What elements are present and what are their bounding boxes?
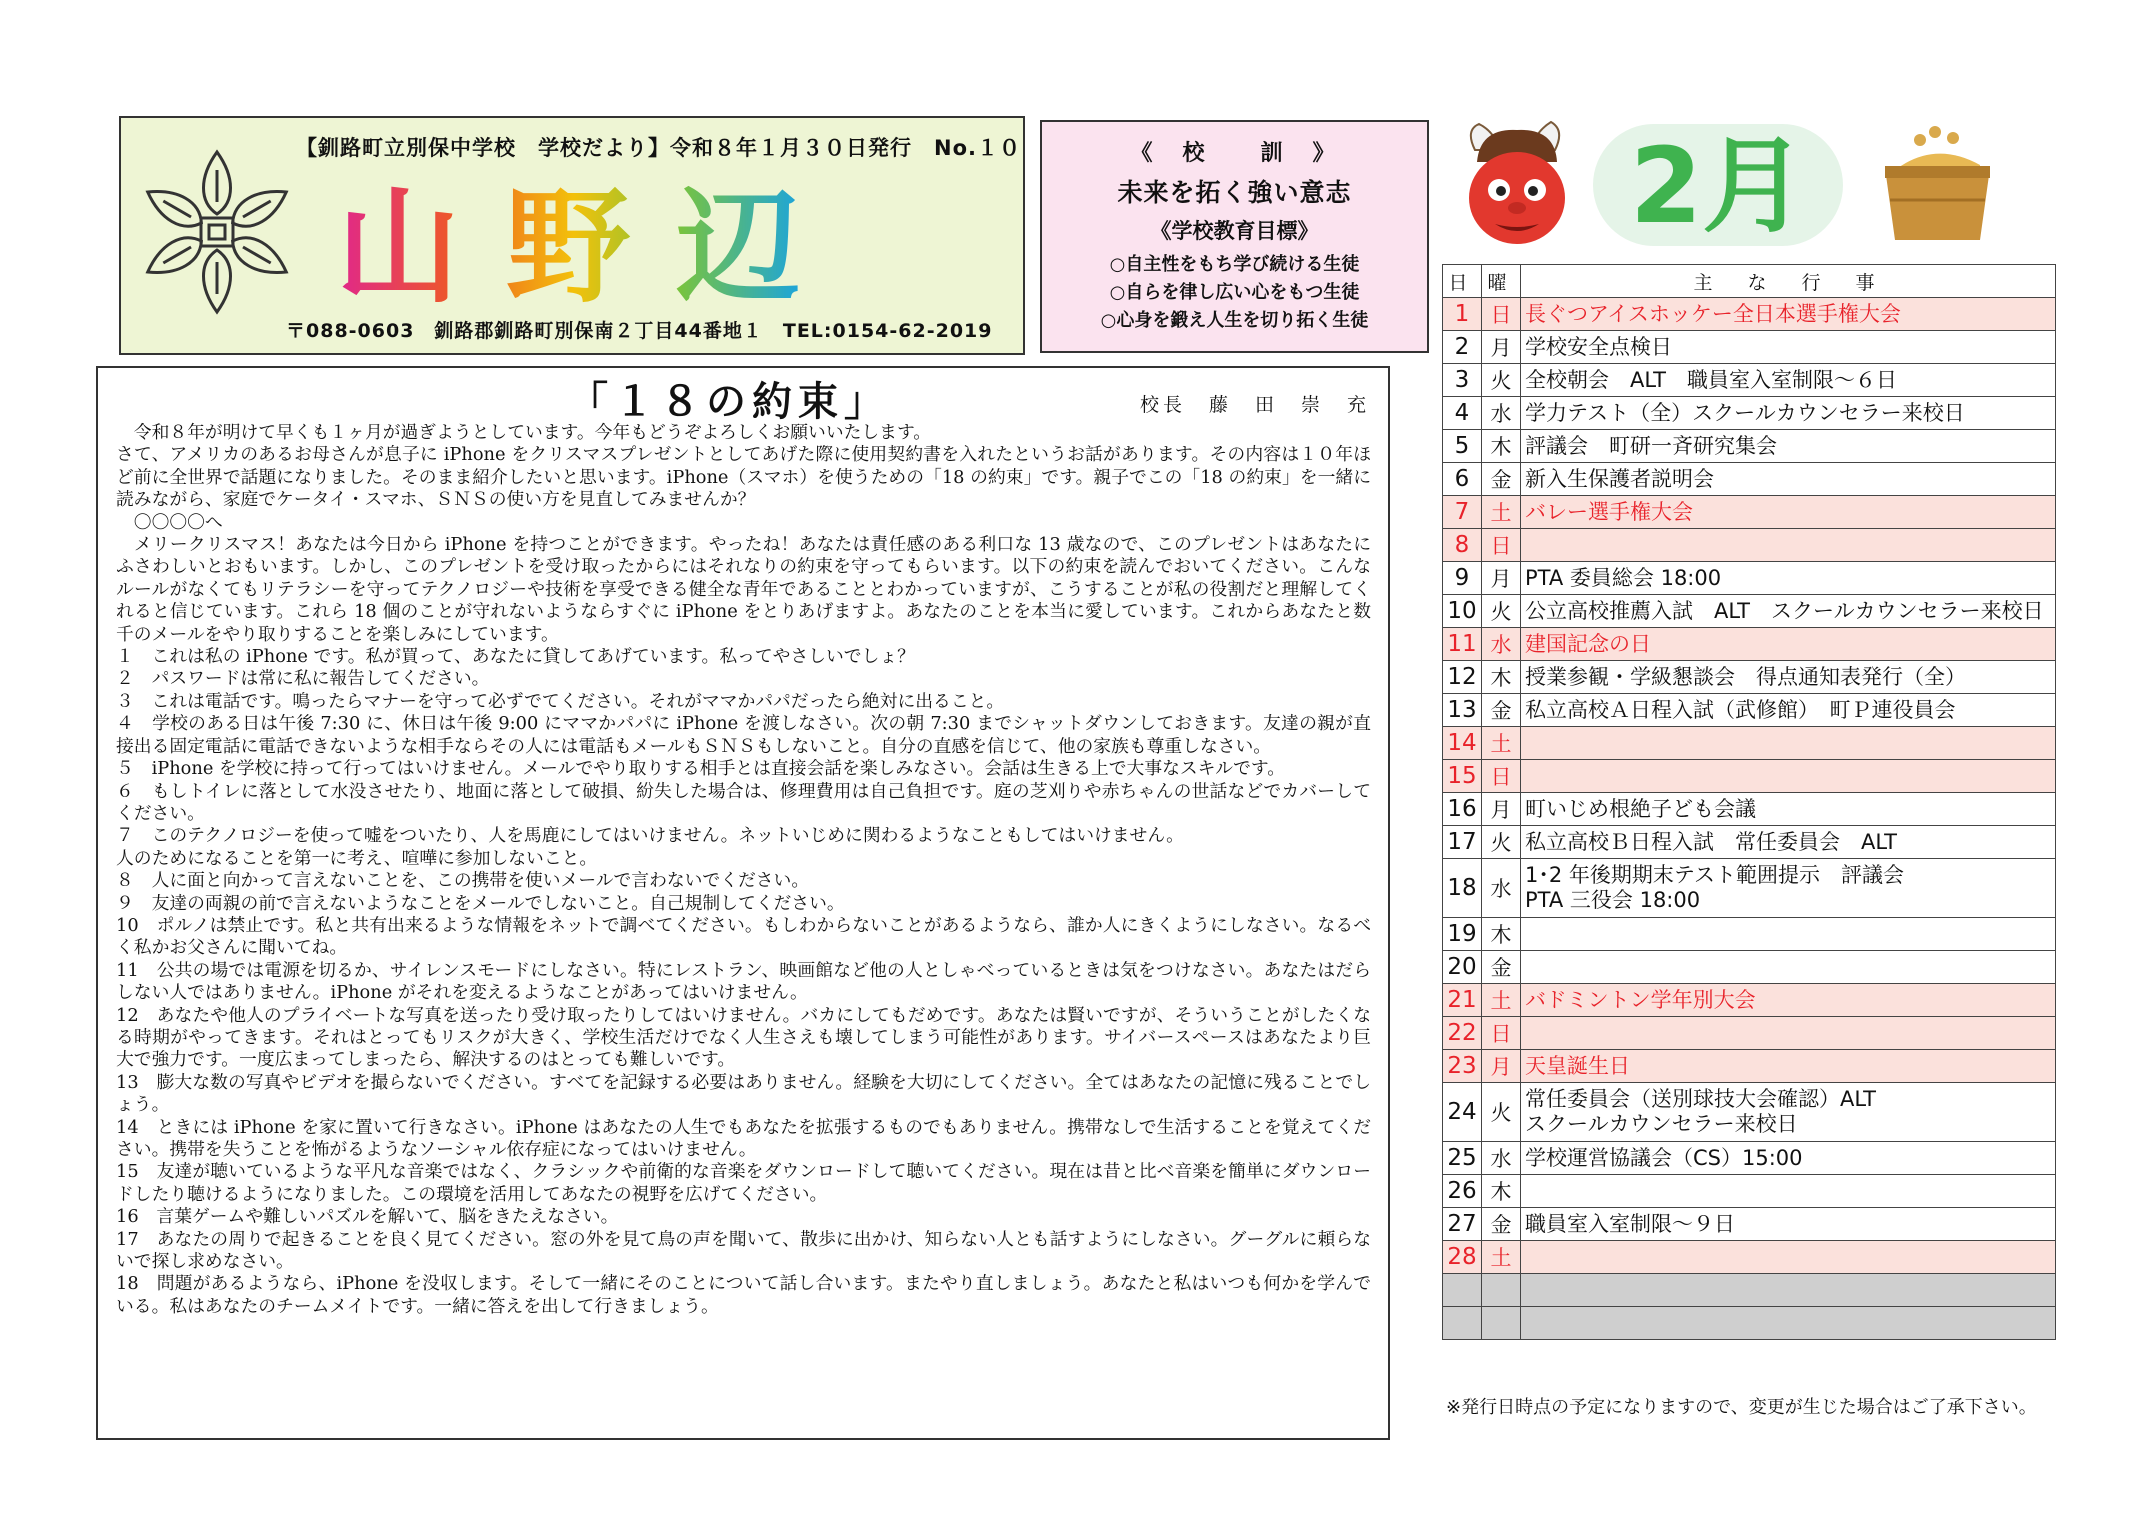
event-text: 公立高校推薦入試 ALT スクールカウンセラー来校日 bbox=[1525, 598, 2044, 623]
schedule-note: ※発行日時点の予定になりますので、変更が生じた場合はご了承下さい。 bbox=[1446, 1397, 2037, 1418]
goals-list bbox=[1042, 251, 1427, 335]
article-paragraph: メリークリスマス！あなたは今日から iPhone を持つことができます。やったね！あなたは責任感のある利口な 13 歳なので、このプレゼントはあなたにふさわしいとおもいます。しかし、このプレゼントを受け取ったからにはそれなりの約束を守ってもらいます。以下の約束を読んでおいてください。こんなルールがなくてもリテラシーを守ってテクノロジーや技術を享受できる健全な青年であることとわかっていますが、こうすることが私の役割だと理解してくれると信じています。これら 18 個のことが守れないようならすぐに iPhone をとりあげますよ。あなたのことを本当に愛しています。これからあなたと数千のメールをやり取りすることを楽しみにしています。 bbox=[116, 534, 1371, 645]
article-paragraph: 17 あなたの周りで起きることを良く見てください。窓の外を見て鳥の声を聞いて、散歩に出かけ、知らない人とも話すようにしなさい。グーグルに頼らないで探し求めなさい。 bbox=[116, 1228, 1371, 1273]
event-cell bbox=[1521, 661, 2056, 694]
day-cell: 6 bbox=[1443, 463, 1482, 496]
calendar-row bbox=[1443, 331, 2056, 364]
weekday-cell: 水 bbox=[1482, 628, 1521, 661]
event-text: 私立高校Ａ日程入試（武修館） 町Ｐ連役員会 bbox=[1525, 697, 1956, 722]
article-paragraph: 〇〇〇〇へ bbox=[116, 511, 223, 533]
goals-heading: 《学校教育目標》 bbox=[1150, 219, 1319, 243]
article-paragraph: ６ もしトイレに落として水没させたり、地面に落として破損、紛失した場合は、修理費用は自己負担です。庭の芝刈りや赤ちゃんの世話などでカバーしてください。 bbox=[116, 780, 1371, 824]
event-calendar bbox=[1442, 264, 2056, 1340]
weekday-cell: 水 bbox=[1482, 397, 1521, 430]
event-cell bbox=[1521, 463, 2056, 496]
day-cell: 28 bbox=[1443, 1241, 1482, 1274]
blank-cell bbox=[1521, 1307, 2056, 1340]
calendar-row bbox=[1443, 628, 2056, 661]
day-cell: 9 bbox=[1443, 562, 1482, 595]
calendar-row bbox=[1443, 694, 2056, 727]
day-cell: 22 bbox=[1443, 1017, 1482, 1050]
calendar-header-row bbox=[1443, 265, 2056, 298]
event-text: スクールカウンセラー来校日 bbox=[1525, 1112, 1798, 1136]
weekday-header: 曜 bbox=[1482, 265, 1521, 298]
day-cell: 17 bbox=[1443, 826, 1482, 859]
weekday-cell: 月 bbox=[1482, 793, 1521, 826]
calendar-blank-row bbox=[1443, 1307, 2056, 1340]
day-cell: 23 bbox=[1443, 1050, 1482, 1083]
calendar-row bbox=[1443, 793, 2056, 826]
article-paragraph: 15 友達が聴いているような平凡な音楽ではなく、クラシックや前衛的な音楽をダウンロードして聴いてください。現在は昔と比べ音楽を簡単にダウンロードしたり聴けるようになりました。この環境を活用してあなたの視野を広げてください。 bbox=[116, 1161, 1371, 1205]
month-illustration bbox=[1465, 110, 2025, 260]
article-paragraph: ８ 人に面と向かって言えないことを、この携帯を使いメールで言わないでください。 bbox=[116, 870, 810, 892]
day-cell: 8 bbox=[1443, 529, 1482, 562]
event-cell bbox=[1521, 918, 2056, 951]
calendar-row bbox=[1443, 826, 2056, 859]
event-cell bbox=[1521, 859, 2056, 918]
calendar-row bbox=[1443, 496, 2056, 529]
blank-cell bbox=[1521, 1274, 2056, 1307]
article-paragraph: 10 ポルノは禁止です。私と共有出来るような情報をネットで調べてください。もしわからないことがあるようなら、誰か人にきくようにしなさい。なるべく私かお父さんに聞いてね。 bbox=[116, 914, 1371, 959]
weekday-cell: 月 bbox=[1482, 562, 1521, 595]
event-text: 建国記念の日 bbox=[1525, 631, 1651, 656]
event-text: 職員室入室制限～９日 bbox=[1525, 1211, 1735, 1236]
day-cell: 27 bbox=[1443, 1208, 1482, 1241]
day-cell: 15 bbox=[1443, 760, 1482, 793]
event-cell bbox=[1521, 430, 2056, 463]
event-text: 全校朝会 ALT 職員室入室制限～６日 bbox=[1525, 367, 1897, 392]
blank-cell bbox=[1482, 1307, 1521, 1340]
calendar-row bbox=[1443, 463, 2056, 496]
school-address: 〒088-0603 釧路郡釧路町別保南２丁目44番地１ TEL:0154-62-2019 bbox=[286, 320, 993, 342]
calendar-row bbox=[1443, 1142, 2056, 1175]
calendar-row bbox=[1443, 1241, 2056, 1274]
event-cell bbox=[1521, 298, 2056, 331]
event-cell bbox=[1521, 826, 2056, 859]
calendar-blank-row bbox=[1443, 1274, 2056, 1307]
calendar-row bbox=[1443, 298, 2056, 331]
event-cell bbox=[1521, 1208, 2056, 1241]
goal-item: ○心身を鍛え人生を切り拓く生徒 bbox=[1100, 310, 1369, 331]
event-cell bbox=[1521, 793, 2056, 826]
weekday-cell: 月 bbox=[1482, 1050, 1521, 1083]
weekday-cell: 金 bbox=[1482, 463, 1521, 496]
day-cell: 16 bbox=[1443, 793, 1482, 826]
school-emblem-icon bbox=[137, 140, 297, 320]
article-paragraph: 11 公共の場では電源を切るか、サイレンスモードにしなさい。特にレストラン、映画館など他の人としゃべっているときは気をつけなさい。あなたはだらしない人ではありません。iPhone がそれを変えるようなことがあってはいけません。 bbox=[116, 959, 1371, 1004]
weekday-cell: 火 bbox=[1482, 364, 1521, 397]
calendar-row bbox=[1443, 1208, 2056, 1241]
event-text: 学校運営協議会（CS）15:00 bbox=[1525, 1145, 1803, 1170]
event-text: 1･2 年後期期末テスト範囲提示 評議会 bbox=[1525, 863, 1905, 887]
day-cell: 12 bbox=[1443, 661, 1482, 694]
weekday-cell: 土 bbox=[1482, 727, 1521, 760]
day-cell: 18 bbox=[1443, 859, 1482, 918]
event-cell bbox=[1521, 529, 2056, 562]
calendar-row bbox=[1443, 430, 2056, 463]
calendar-row bbox=[1443, 1175, 2056, 1208]
calendar-row bbox=[1443, 984, 2056, 1017]
event-text: 天皇誕生日 bbox=[1525, 1053, 1630, 1078]
day-cell: 20 bbox=[1443, 951, 1482, 984]
day-cell: 10 bbox=[1443, 595, 1482, 628]
month-label: 2月 bbox=[1629, 125, 1807, 247]
day-cell: 11 bbox=[1443, 628, 1482, 661]
day-cell: 3 bbox=[1443, 364, 1482, 397]
motto-heading: 《 校 訓 》 bbox=[1130, 141, 1339, 166]
calendar-row bbox=[1443, 661, 2056, 694]
weekday-cell: 日 bbox=[1482, 760, 1521, 793]
day-cell: 5 bbox=[1443, 430, 1482, 463]
event-text: 新入生保護者説明会 bbox=[1525, 466, 1714, 491]
event-text: 常任委員会（送別球技大会確認）ALT bbox=[1525, 1087, 1877, 1111]
publication-line: 【釧路町立別保中学校 学校だより】令和８年１月３０日発行 No.１０ bbox=[296, 136, 1021, 160]
event-text: 私立高校Ｂ日程入試 常任委員会 ALT bbox=[1525, 829, 1897, 854]
event-cell bbox=[1521, 397, 2056, 430]
event-cell bbox=[1521, 1175, 2056, 1208]
weekday-cell: 木 bbox=[1482, 430, 1521, 463]
event-cell bbox=[1521, 727, 2056, 760]
calendar-row bbox=[1443, 1083, 2056, 1142]
calendar-row bbox=[1443, 760, 2056, 793]
day-cell: 21 bbox=[1443, 984, 1482, 1017]
article-paragraph: 令和８年が明けて早くも１ヶ月が過ぎようとしています。今年もどうぞよろしくお願いいたします。 bbox=[116, 422, 932, 443]
calendar-row bbox=[1443, 1050, 2056, 1083]
event-text: バレー選手権大会 bbox=[1525, 499, 1693, 524]
weekday-cell: 火 bbox=[1482, 595, 1521, 628]
calendar-row bbox=[1443, 364, 2056, 397]
article-paragraph: ４ 学校のある日は午後 7:30 に、休日は午後 9:00 にママかパパに iPhone を渡しなさい。次の朝 7:30 までシャットダウンしておきます。友達の親が直接出る固定電話に電話できないような相手ならその人には電話もメールもＳＮＳもしないこと。自分の直感を信じて、他の家族も尊重しなさい。 bbox=[116, 713, 1371, 757]
motto-text: 未来を拓く強い意志 bbox=[1117, 178, 1352, 207]
day-cell: 13 bbox=[1443, 694, 1482, 727]
blank-cell bbox=[1482, 1274, 1521, 1307]
weekday-cell: 水 bbox=[1482, 1142, 1521, 1175]
event-text: 学校安全点検日 bbox=[1525, 334, 1672, 359]
day-cell: 7 bbox=[1443, 496, 1482, 529]
newsletter-title-text: 山野辺 bbox=[336, 178, 1016, 318]
event-text: 授業参観・学級懇談会 得点通知表発行（全） bbox=[1525, 664, 1966, 689]
event-text: 評議会 町研一斉研究集会 bbox=[1525, 433, 1777, 458]
event-cell bbox=[1521, 951, 2056, 984]
weekday-cell: 金 bbox=[1482, 694, 1521, 727]
day-cell: 19 bbox=[1443, 918, 1482, 951]
article-paragraph: 18 問題があるようなら、iPhone を没収します。そして一緒にそのことについて話し合います。またやり直しましょう。あなたと私はいつも何かを学んでいる。私はあなたのチームメイトです。一緒に答えを出して行きましょう。 bbox=[116, 1273, 1371, 1317]
event-cell bbox=[1521, 628, 2056, 661]
goal-item: ○自らを律し広い心をもつ生徒 bbox=[1109, 282, 1360, 303]
event-cell bbox=[1521, 562, 2056, 595]
principal-article bbox=[96, 366, 1390, 1440]
article-paragraph: ２ パスワードは常に私に報告してください。 bbox=[116, 668, 490, 690]
weekday-cell: 木 bbox=[1482, 661, 1521, 694]
event-cell bbox=[1521, 984, 2056, 1017]
weekday-cell: 土 bbox=[1482, 1241, 1521, 1274]
day-cell: 4 bbox=[1443, 397, 1482, 430]
weekday-cell: 土 bbox=[1482, 984, 1521, 1017]
newsletter-title bbox=[336, 175, 1016, 320]
oni-demon-icon bbox=[1469, 122, 1565, 244]
day-cell: 25 bbox=[1443, 1142, 1482, 1175]
event-text: PTA 委員総会 18:00 bbox=[1525, 565, 1722, 590]
event-cell bbox=[1521, 1241, 2056, 1274]
weekday-cell: 木 bbox=[1482, 1175, 1521, 1208]
day-header: 日 bbox=[1443, 265, 1482, 298]
day-cell: 1 bbox=[1443, 298, 1482, 331]
event-cell bbox=[1521, 364, 2056, 397]
weekday-cell: 日 bbox=[1482, 298, 1521, 331]
day-cell: 14 bbox=[1443, 727, 1482, 760]
event-cell bbox=[1521, 1017, 2056, 1050]
event-text: バドミントン学年別大会 bbox=[1525, 987, 1756, 1012]
weekday-cell: 火 bbox=[1482, 1083, 1521, 1142]
weekday-cell: 火 bbox=[1482, 826, 1521, 859]
day-cell: 24 bbox=[1443, 1083, 1482, 1142]
calendar-row bbox=[1443, 595, 2056, 628]
calendar-row bbox=[1443, 562, 2056, 595]
article-paragraph: 人のためになることを第一に考え、喧嘩に参加しないこと。 bbox=[116, 847, 598, 869]
event-cell bbox=[1521, 1083, 2056, 1142]
calendar-row bbox=[1443, 918, 2056, 951]
event-cell bbox=[1521, 694, 2056, 727]
weekday-cell: 水 bbox=[1482, 859, 1521, 918]
newsletter-header bbox=[119, 116, 1025, 355]
calendar-row bbox=[1443, 1017, 2056, 1050]
article-paragraph: 14 ときには iPhone を家に置いて行きなさい。iPhone はあなたの人生でもあなたを拡張するものでもありません。携帯なしで生活することを覚えてください。携帯を失うことを怖がるようなソーシャル依存症になってはいけません。 bbox=[116, 1116, 1371, 1160]
event-text: 長ぐつアイスホッケー全日本選手権大会 bbox=[1525, 301, 1901, 326]
article-paragraph: 12 あなたや他人のプライベートな写真を送ったり受け取ったりしてはいけません。バカにしてもだめです。あなたは賢いですが、そういうことがしたくなる時期がやってきます。それはとってもリスクが大きく、学校生活だけでなく人生さえも壊してしまう可能性があります。サイバースペースはあなたより巨大で強力です。一度広まってしまったら、解決するのはとっても難しいです。 bbox=[116, 1004, 1371, 1071]
event-cell bbox=[1521, 331, 2056, 364]
article-author: 校長 藤 田 崇 充 bbox=[1140, 394, 1371, 416]
event-cell bbox=[1521, 1142, 2056, 1175]
article-paragraph: 13 膨大な数の写真やビデオを撮らないでください。すべてを記録する必要はありません。経験を大切にしてください。全てはあなたの記憶に残ることでしょう。 bbox=[116, 1071, 1371, 1116]
article-body bbox=[116, 422, 1371, 1318]
event-text: 町いじめ根絶子ども会議 bbox=[1525, 796, 1756, 821]
blank-cell bbox=[1443, 1307, 1482, 1340]
event-cell bbox=[1521, 496, 2056, 529]
event-text: 学力テスト（全）スクールカウンセラー来校日 bbox=[1525, 400, 1965, 425]
weekday-cell: 金 bbox=[1482, 1208, 1521, 1241]
event-header: 主 な 行 事 bbox=[1521, 265, 2056, 298]
day-cell: 2 bbox=[1443, 331, 1482, 364]
calendar-row bbox=[1443, 397, 2056, 430]
school-motto-box bbox=[1040, 120, 1429, 353]
weekday-cell: 日 bbox=[1482, 1017, 1521, 1050]
event-cell bbox=[1521, 1050, 2056, 1083]
article-paragraph: 16 言葉ゲームや難しいパズルを解いて、脳をきたえなさい。 bbox=[116, 1206, 619, 1228]
blank-cell bbox=[1443, 1274, 1482, 1307]
event-text: PTA 三役会 18:00 bbox=[1525, 888, 1701, 912]
weekday-cell: 金 bbox=[1482, 951, 1521, 984]
calendar-row bbox=[1443, 727, 2056, 760]
day-cell: 26 bbox=[1443, 1175, 1482, 1208]
weekday-cell: 日 bbox=[1482, 529, 1521, 562]
article-paragraph: ７ このテクノロジーを使って嘘をついたり、人を馬鹿にしてはいけません。ネットいじめに関わるようなこともしてはいけません。 bbox=[116, 825, 1184, 847]
article-paragraph: さて、アメリカのあるお母さんが息子に iPhone をクリスマスプレゼントとしてあげた際に使用契約書を入れたというお話があります。その内容は１０年ほど前に全世界で話題になりました。そのまま紹介したいと思います。iPhone（スマホ）を使うための「18 の約束」です。親子でこの「18 の約束」を一緒に読みながら、家庭でケータイ・スマホ、ＳＮＳの使い方を見直してみませんか？ bbox=[116, 444, 1372, 511]
event-cell bbox=[1521, 760, 2056, 793]
calendar-body bbox=[1443, 298, 2056, 1340]
calendar-row bbox=[1443, 859, 2056, 918]
weekday-cell: 月 bbox=[1482, 331, 1521, 364]
weekday-cell: 土 bbox=[1482, 496, 1521, 529]
article-paragraph: ３ これは電話です。鳴ったらマナーを守って必ずでてください。それがママかパパだったら絶対に出ること。 bbox=[116, 690, 1005, 712]
article-title: 「１８の約束」 bbox=[568, 379, 890, 425]
weekday-cell: 木 bbox=[1482, 918, 1521, 951]
event-cell bbox=[1521, 595, 2056, 628]
calendar-row bbox=[1443, 529, 2056, 562]
article-paragraph: １ これは私の iPhone です。私が買って、あなたに貸してあげています。私ってやさしいでしょ？ bbox=[116, 646, 915, 668]
goal-item: ○自主性をもち学び続ける生徒 bbox=[1109, 254, 1360, 275]
article-paragraph: ９ 友達の両親の前で言えないようなことをメールでしないこと。自己規制してください。 bbox=[116, 892, 845, 914]
bean-box-icon bbox=[1885, 126, 1990, 240]
article-paragraph: ５ iPhone を学校に持って行ってはいけません。メールでやり取りする相手とは直接会話を楽しみなさい。会話は生きる上で大事なスキルです。 bbox=[116, 758, 1285, 780]
calendar-row bbox=[1443, 951, 2056, 984]
